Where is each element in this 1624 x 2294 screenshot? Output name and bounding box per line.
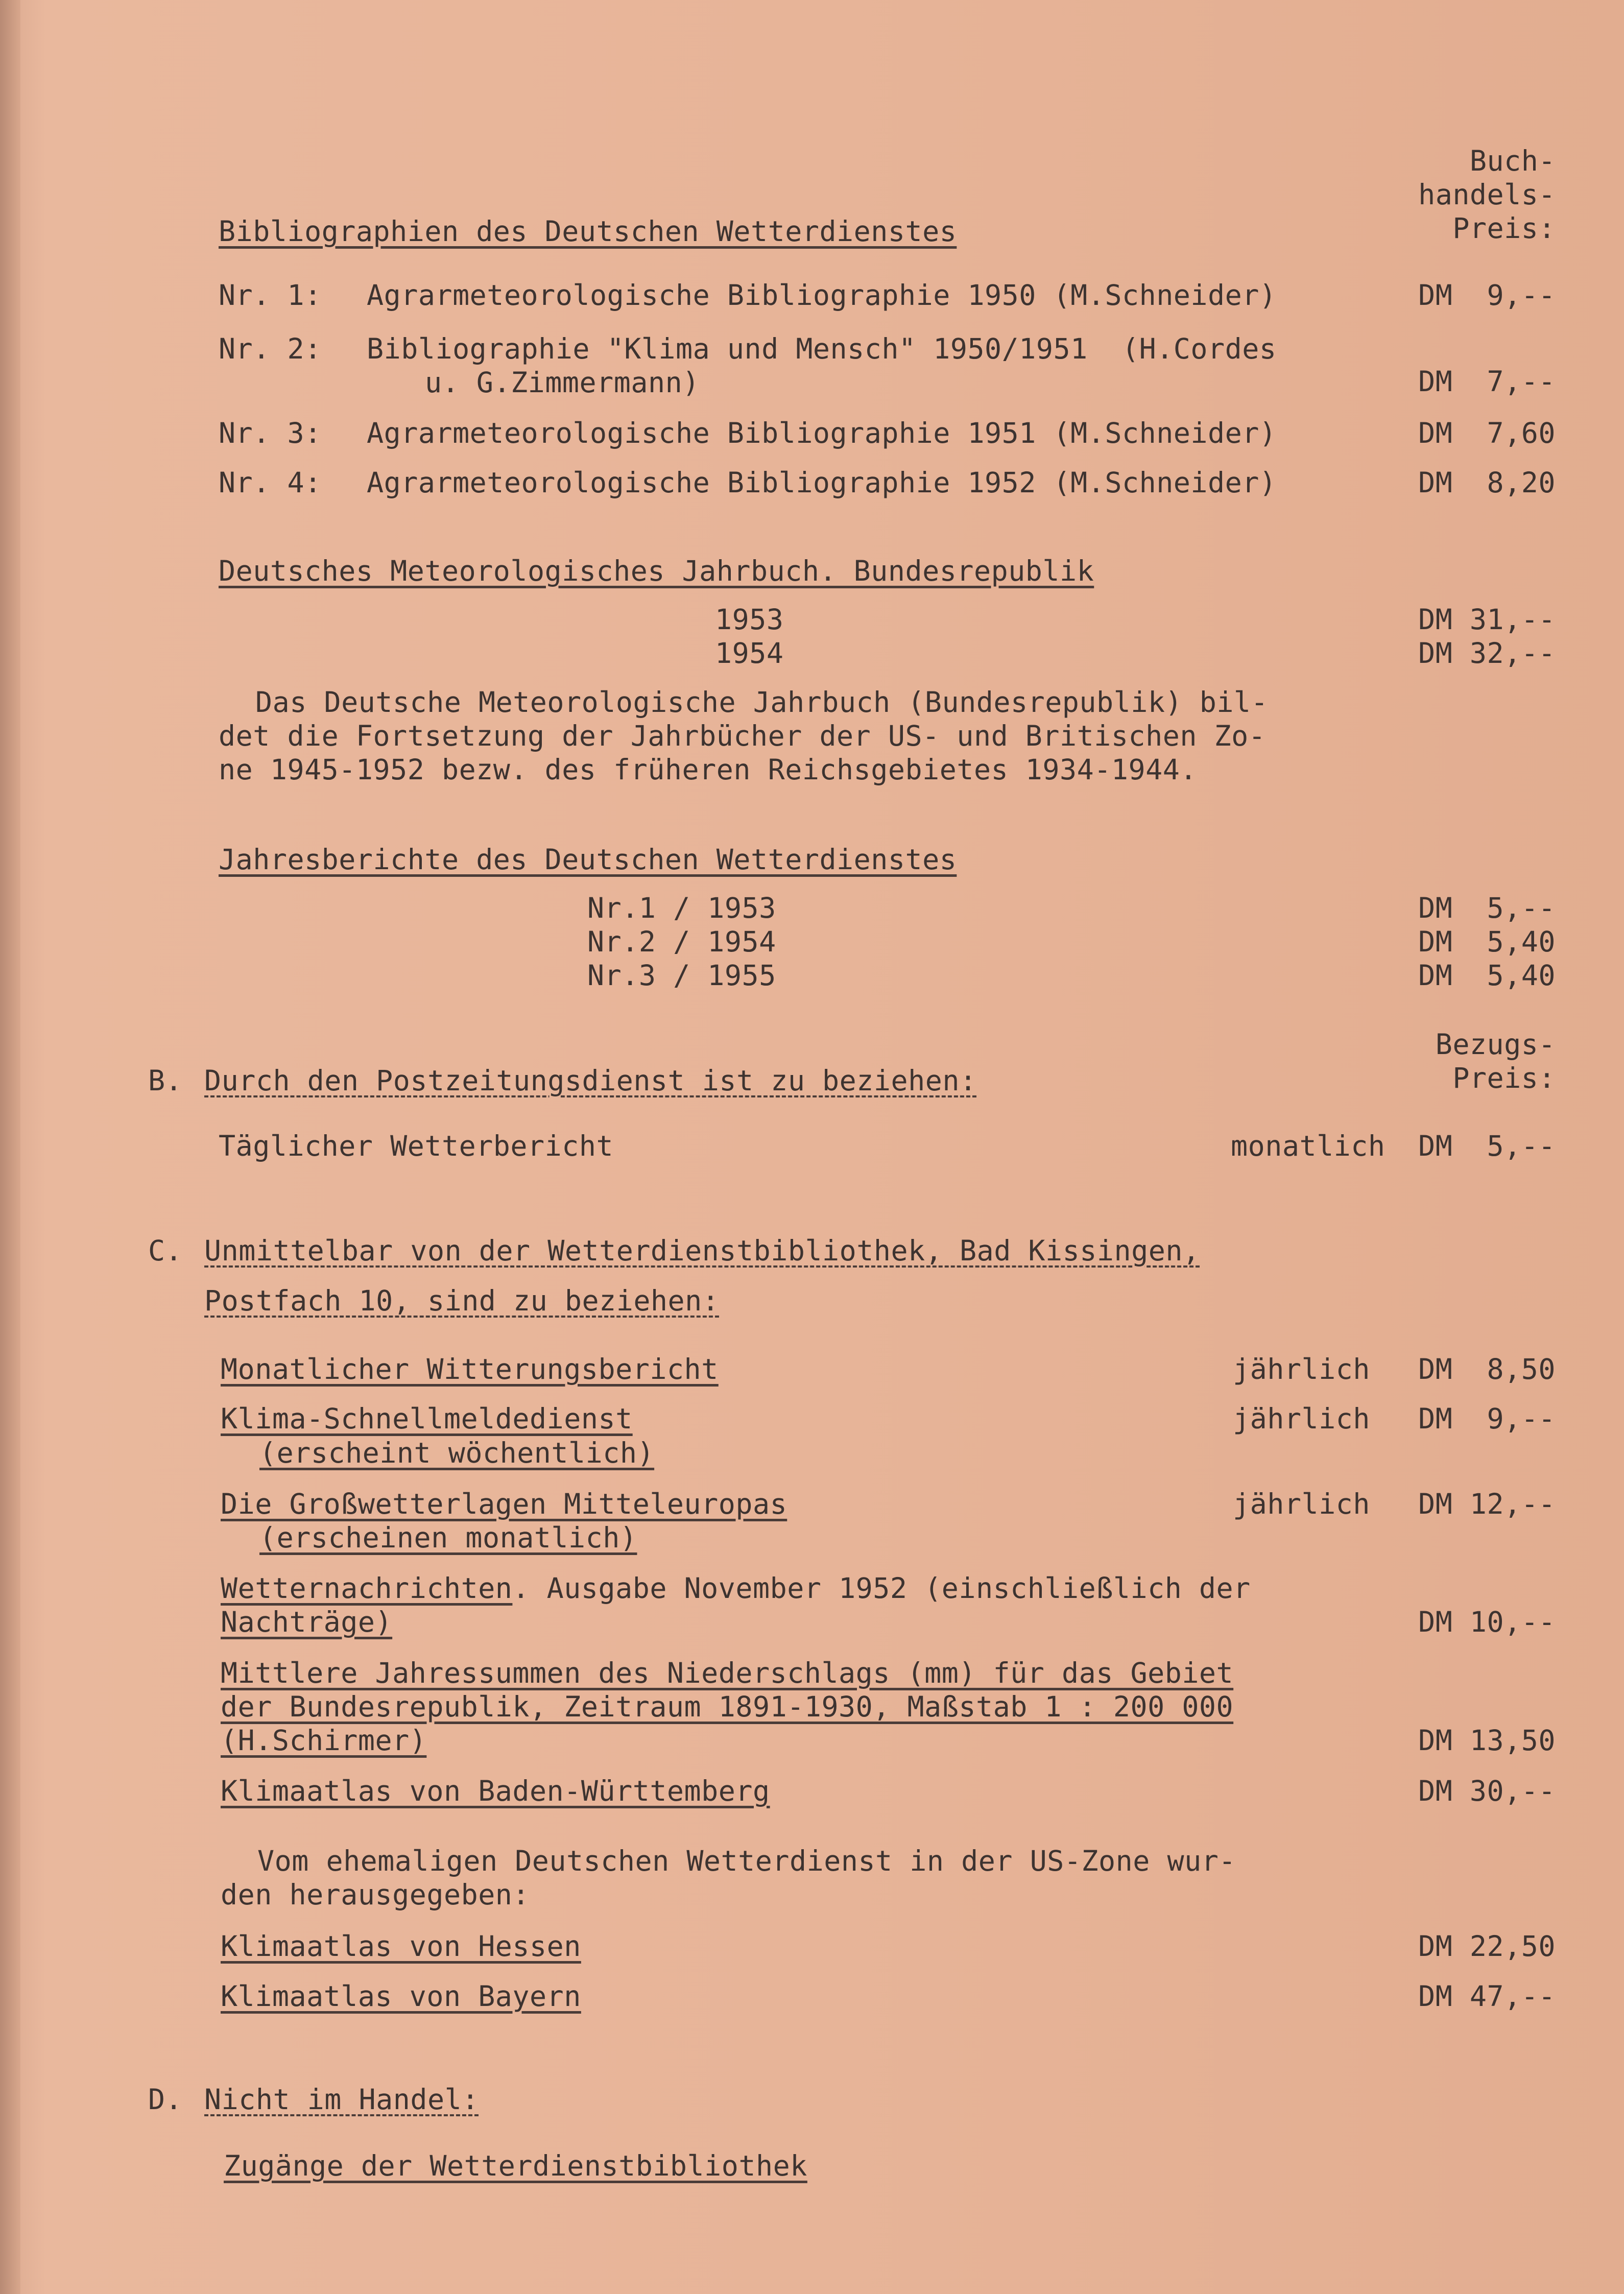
c-item-klima-schnellmeldedienst-price: DM 9,-- [1418, 1402, 1556, 1435]
c-item-witterungsbericht: Monatlicher Witterungsbericht [221, 1353, 719, 1385]
bib-item-3-text: Agrarmeteorologische Bibliographie 1951 (M.Schneider) [367, 417, 1277, 449]
price-header-line3: Preis: [1452, 212, 1556, 245]
bezugs-header-line1: Bezugs- [1435, 1028, 1556, 1061]
section-c-title-line1: Unmittelbar von der Wetterdienstbibliothek, Bad Kissingen, [204, 1234, 1200, 1267]
jahresbericht-2-price: DM 5,40 [1418, 925, 1556, 958]
jahrbuch-price-1953: DM 31,-- [1418, 603, 1556, 636]
c-item-grosswetterlagen: Die Großwetterlagen Mitteleuropas [221, 1488, 787, 1520]
bib-item-3-price: DM 7,60 [1418, 417, 1556, 449]
section-b-letter: B. [148, 1064, 183, 1097]
bib-item-2-num: Nr. 2: [219, 332, 322, 365]
bib-item-1-num: Nr. 1: [219, 279, 322, 312]
c-item-witterungsbericht-price: DM 8,50 [1418, 1353, 1556, 1385]
c-item-wetternachrichten-price: DM 10,-- [1418, 1606, 1556, 1638]
section-title-jahrbuch: Deutsches Meteorologisches Jahrbuch. Bundesrepublik [219, 555, 1094, 587]
section-c-letter: C. [148, 1234, 183, 1267]
c-item-wetternachrichten-title: Wetternachrichten [221, 1572, 513, 1605]
bib-item-1-text: Agrarmeteorologische Bibliographie 1950 (M.Schneider) [367, 279, 1277, 312]
section-d-letter: D. [148, 2083, 183, 2116]
c-item-baden-wuerttemberg: Klimaatlas von Baden-Württemberg [221, 1775, 770, 1807]
bezugs-header-line2: Preis: [1452, 1062, 1556, 1094]
c-item-mittlere-line3: (H.Schirmer) [221, 1724, 427, 1757]
section-c-title-line2: Postfach 10, sind zu beziehen: [204, 1284, 720, 1317]
jahrbuch-year-1953: 1953 [715, 603, 784, 636]
c-item-wetternachrichten-line1 [221, 1571, 1251, 1605]
jahresbericht-2-label: Nr.2 / 1954 [587, 925, 776, 958]
c-item-mittlere-price: DM 13,50 [1418, 1724, 1556, 1757]
c-item-bayern: Klimaatlas von Bayern [221, 1980, 581, 2013]
c-item-bayern-price: DM 47,-- [1418, 1980, 1556, 2013]
price-header-line2: handels- [1418, 178, 1556, 211]
bib-item-3-num: Nr. 3: [219, 417, 322, 449]
jahrbuch-price-1954: DM 32,-- [1418, 637, 1556, 670]
c-item-grosswetterlagen-sub: (erscheinen monatlich) [259, 1521, 637, 1554]
c-item-klima-schnellmeldedienst: Klima-Schnellmeldedienst [221, 1402, 633, 1435]
jahrbuch-note-line3: ne 1945-1952 bezw. des früheren Reichsgebietes 1934-1944. [219, 753, 1197, 786]
c-item-klima-schnellmeldedienst-sub: (erscheint wöchentlich) [259, 1437, 655, 1469]
bib-item-2-text: Bibliographie "Klima und Mensch" 1950/1951 (H.Cordes [367, 332, 1277, 365]
jahrbuch-year-1954: 1954 [715, 637, 784, 670]
c-us-zone-note-line1: Vom ehemaligen Deutschen Wetterdienst in der US-Zone wur- [257, 1845, 1236, 1877]
jahrbuch-note-line1: Das Deutsche Meteorologische Jahrbuch (Bundesrepublik) bil- [255, 686, 1269, 719]
price-header-line1: Buch- [1469, 145, 1556, 177]
c-item-mittlere-line1: Mittlere Jahressummen des Niederschlags (mm) für das Gebiet [221, 1657, 1234, 1689]
c-item-hessen-price: DM 22,50 [1418, 1930, 1556, 1963]
c-item-baden-wuerttemberg-price: DM 30,-- [1418, 1775, 1556, 1807]
section-d-item: Zugänge der Wetterdienstbibliothek [224, 2149, 807, 2182]
section-b-title: Durch den Postzeitungsdienst ist zu beziehen: [204, 1064, 977, 1097]
section-d-title: Nicht im Handel: [204, 2083, 479, 2116]
c-item-grosswetterlagen-price: DM 12,-- [1418, 1488, 1556, 1520]
c-item-wetternachrichten-rest: . Ausgabe November 1952 (einschließlich der [512, 1572, 1251, 1605]
bib-item-2-text-cont: u. G.Zimmermann) [425, 366, 700, 399]
jahresbericht-1-price: DM 5,-- [1418, 892, 1556, 924]
bib-item-1-price: DM 9,-- [1418, 279, 1556, 312]
c-item-hessen: Klimaatlas von Hessen [221, 1930, 581, 1963]
section-title-bibliographien: Bibliographien des Deutschen Wetterdienstes [219, 215, 957, 248]
c-item-mittlere-line2: der Bundesrepublik, Zeitraum 1891-1930, Maßstab 1 : 200 000 [221, 1690, 1234, 1723]
bib-item-4-price: DM 8,20 [1418, 466, 1556, 499]
bib-item-2-price: DM 7,-- [1418, 365, 1556, 398]
section-b-period: monatlich [1231, 1130, 1386, 1162]
section-title-jahresberichte: Jahresberichte des Deutschen Wetterdienstes [219, 843, 957, 876]
c-us-zone-note-line2: den herausgegeben: [221, 1878, 530, 1911]
jahresbericht-1-label: Nr.1 / 1953 [587, 892, 776, 924]
jahresbericht-3-price: DM 5,40 [1418, 959, 1556, 992]
jahrbuch-note-line2: det die Fortsetzung der Jahrbücher der US- und Britischen Zo- [219, 720, 1266, 752]
c-item-grosswetterlagen-period: jährlich [1233, 1488, 1370, 1520]
section-b-item: Täglicher Wetterbericht [219, 1130, 614, 1162]
bib-item-4-num: Nr. 4: [219, 466, 322, 499]
bib-item-4-text: Agrarmeteorologische Bibliographie 1952 (M.Schneider) [367, 466, 1277, 499]
section-b-price: DM 5,-- [1418, 1130, 1556, 1162]
page-binding-edge [0, 0, 20, 2294]
c-item-witterungsbericht-period: jährlich [1233, 1353, 1370, 1385]
c-item-klima-schnellmeldedienst-period: jährlich [1233, 1402, 1370, 1435]
c-item-wetternachrichten-line2: Nachträge) [221, 1606, 393, 1638]
jahresbericht-3-label: Nr.3 / 1955 [587, 959, 776, 992]
